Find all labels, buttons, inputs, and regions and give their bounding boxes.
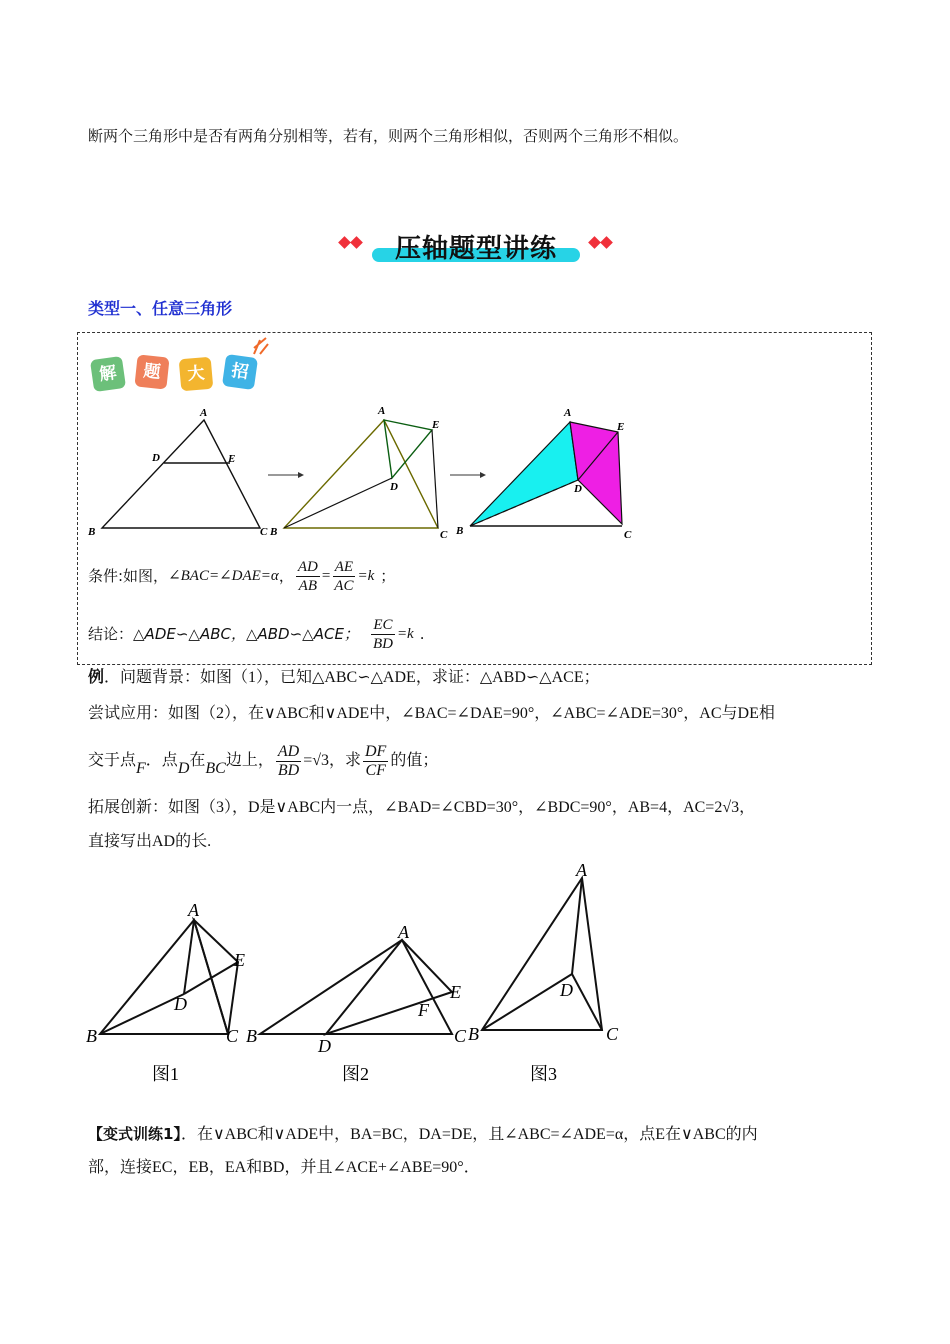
type-heading: 类型一、任意三角形 xyxy=(88,299,233,318)
tip-f1-label-c: C xyxy=(260,526,268,538)
ex-f2-label-b: B xyxy=(246,1026,257,1046)
tip-f3-label-c: C xyxy=(624,529,632,541)
ex-f1-label-a: A xyxy=(188,900,199,920)
diamond-icon xyxy=(338,236,351,249)
example-line-5: 直接写出AD的长. xyxy=(88,833,212,850)
conclusion-fraction: $\frac{EC}{BD}$ xyxy=(372,616,393,652)
tip-f2-label-e: E xyxy=(432,419,440,431)
tip-f1-label-e: E xyxy=(228,453,236,465)
example-line-4: 拓展创新：如图（3），D是∨ABC内一点，∠BAD=∠CBD=30°，∠BDC=90°，AB=4，AC=2√3， xyxy=(88,799,756,816)
ex-f3-label-d: D xyxy=(560,980,573,1000)
diamond-icon xyxy=(600,236,613,249)
conclusion-relations: △ADE∽△ABC，△ABD∽△ACE； xyxy=(133,625,359,643)
point-d: D xyxy=(177,760,190,777)
conclusion-end: . xyxy=(419,625,425,643)
condition-angles: ∠BAC=∠DAE=α xyxy=(168,568,279,584)
tip-figure-2 xyxy=(269,405,448,541)
ex-f3-label-a: A xyxy=(576,860,587,880)
ex-f1-label-c: C xyxy=(226,1026,239,1046)
ex-f1-label-d: D xyxy=(174,994,187,1014)
point-f: F xyxy=(136,760,146,777)
section-banner-title: 压轴题型讲练 xyxy=(394,234,557,264)
example-text: =√3，求 xyxy=(303,752,361,769)
tip-f1-label-b: B xyxy=(88,526,96,538)
equals-sign: = xyxy=(321,568,331,584)
example-line-1 xyxy=(88,668,600,688)
tip-badge: 题 xyxy=(134,354,169,389)
arrow-icon xyxy=(268,472,304,478)
tip-f2-label-d: D xyxy=(390,481,398,493)
example-text: 的值； xyxy=(390,752,439,769)
equals-k: =k xyxy=(357,568,375,584)
ex-f1-caption: 图1 xyxy=(152,1064,179,1084)
tip-f3-label-b: B xyxy=(456,525,464,537)
segment-bc: BC xyxy=(205,760,226,777)
conclusion-prefix: 结论： xyxy=(88,625,134,643)
tip-f3-label-a: A xyxy=(564,407,572,419)
condition-line xyxy=(88,552,395,600)
tip-f1-label-d: D xyxy=(152,452,160,464)
tip-f2-label-b: B xyxy=(270,526,278,538)
example-line-2: 尝试应用：如图（2），在∨ABC和∨ADE中，∠BAC=∠DAE=90°，∠ABC=∠ADE=30°，AC与DE相 xyxy=(88,705,775,722)
example-text: 在 xyxy=(189,752,206,769)
example-fraction-2: $\frac{DF}{CF}$ xyxy=(365,742,387,779)
tip-figure-1 xyxy=(87,407,268,538)
ex-f2-label-e: E xyxy=(450,982,461,1002)
variant-label: 【变式训练1】 xyxy=(88,1125,181,1143)
ex-f3-caption: 图3 xyxy=(530,1064,557,1084)
example-figure-1 xyxy=(86,900,245,1084)
example-figures xyxy=(80,858,640,1090)
tip-f3-label-d: D xyxy=(574,483,582,495)
diamond-icon xyxy=(588,236,601,249)
example-text: 交于点 xyxy=(88,752,137,769)
example-figure-3 xyxy=(468,860,619,1084)
tip-f2-label-c: C xyxy=(440,529,448,541)
condition-end: ； xyxy=(380,567,396,585)
condition-comma: ， xyxy=(278,567,294,585)
condition-fraction-2: $\frac{AE}{AC}$ xyxy=(334,558,354,594)
tip-badge: 大 xyxy=(179,357,214,392)
ex-f1-label-b: B xyxy=(86,1026,97,1046)
ex-f2-label-d: D xyxy=(318,1036,331,1056)
tip-f2-label-a: A xyxy=(378,405,386,417)
tip-f1-label-a: A xyxy=(200,407,208,419)
ex-f3-label-c: C xyxy=(606,1024,619,1044)
example-fraction-1: $\frac{AD}{BD}$ xyxy=(277,742,300,779)
example-line-3 xyxy=(88,738,438,784)
ex-f2-caption: 图2 xyxy=(342,1064,369,1084)
ex-f3-label-b: B xyxy=(468,1024,479,1044)
example-text: 边上， xyxy=(225,752,274,769)
ex-f1-label-e: E xyxy=(234,950,245,970)
variant-line-1 xyxy=(88,1124,758,1145)
sparkle-icon xyxy=(250,336,272,358)
variant-text-1: ．在∨ABC和∨ADE中，BA=BC，DA=DE，且∠ABC=∠ADE=α，点E在∨ABC的内 xyxy=(180,1126,758,1143)
ex-f2-label-c: C xyxy=(454,1026,467,1046)
variant-line-2: 部，连接EC，EB，EA和BD，并且∠ACE+∠ABE=90°． xyxy=(88,1159,480,1176)
conclusion-line xyxy=(88,610,425,658)
diamond-icon xyxy=(350,236,363,249)
equals-k: =k xyxy=(396,626,414,642)
condition-prefix: 条件:如图， xyxy=(88,567,169,585)
example-label: 例 xyxy=(88,669,105,686)
example-text-1: ．问题背景：如图（1），已知△ABC∽△ADE，求证：△ABD∽△ACE； xyxy=(104,669,600,686)
example-text: ．点 xyxy=(145,752,178,769)
tip-badge: 招 xyxy=(222,354,258,390)
section-banner xyxy=(372,228,580,264)
example-figure-2 xyxy=(246,922,467,1084)
ex-f2-label-a: A xyxy=(398,922,409,942)
arrow-icon xyxy=(450,472,486,478)
intro-text: 断两个三角形中是否有两角分别相等，若有，则两个三角形相似，否则两个三角形不相似。 xyxy=(88,127,689,145)
tip-figures xyxy=(84,400,644,545)
tip-f3-label-e: E xyxy=(617,421,625,433)
condition-fraction-1: $\frac{AD}{AB}$ xyxy=(297,558,318,594)
tip-badge: 解 xyxy=(90,356,126,392)
ex-f2-label-f: F xyxy=(418,1000,429,1020)
